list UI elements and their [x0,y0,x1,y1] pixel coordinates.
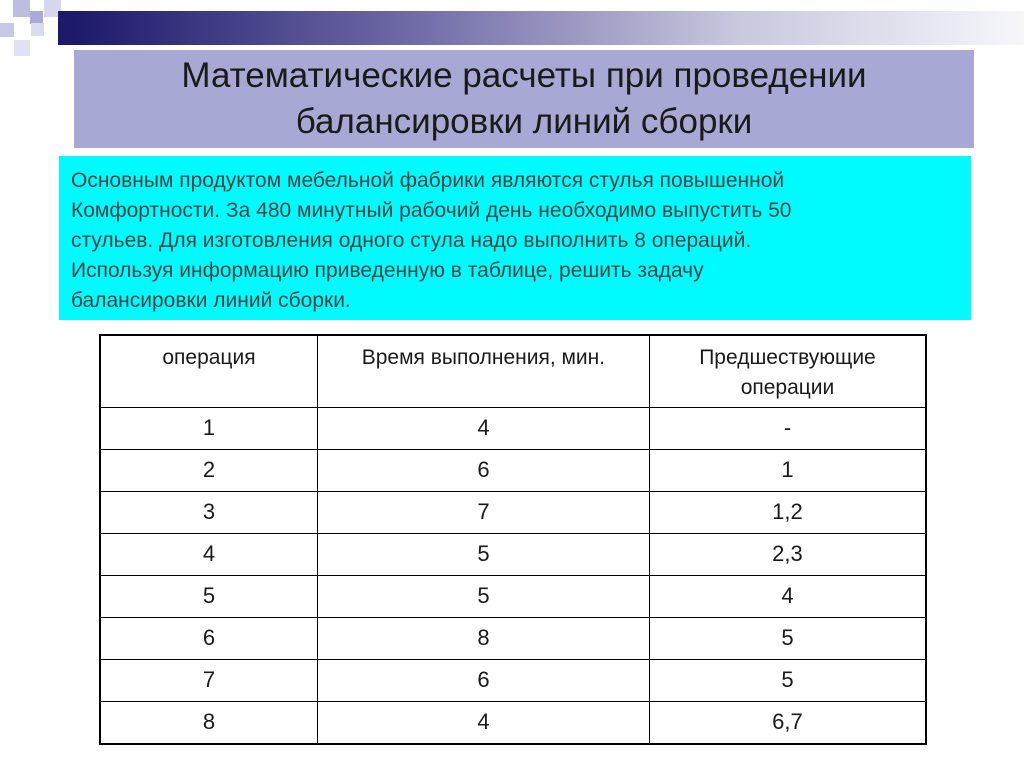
cell-predecessors: 1 [649,449,926,491]
header-predecessors-line-1: Предшествующие [699,346,876,369]
header-predecessors [649,335,926,407]
table-row [100,575,926,617]
cell-time: 7 [317,491,649,533]
title-line-2: балансировки линий сборки [295,102,753,141]
cell-time: 4 [317,407,649,449]
cell-predecessors: - [649,407,926,449]
header-gradient-bar [75,11,1024,45]
table-row [100,533,926,575]
cell-time: 4 [317,701,649,744]
task-line: Основным продуктом мебельной фабрики являются стулья повышенной [71,169,785,192]
cell-time: 8 [317,617,649,659]
title-line-1: Математические расчеты при проведении [181,56,867,95]
task-line: балансировки линий сборки. [71,289,351,312]
cell-predecessors: 2,3 [649,533,926,575]
task-line: Комфортности. За 480 минутный рабочий день необходимо выпустить 50 [71,199,792,222]
cell-operation: 5 [100,575,317,617]
cell-operation: 8 [100,701,317,744]
cell-operation: 3 [100,491,317,533]
cell-predecessors: 5 [649,617,926,659]
cell-time: 6 [317,659,649,701]
decor-navy-block [58,11,75,45]
header-predecessors-line-2: операции [740,376,835,399]
cell-operation: 1 [100,407,317,449]
header-operation: операция [100,335,317,407]
table-header-row [100,335,926,407]
operations-table [99,334,927,745]
table-row [100,659,926,701]
table-row [100,617,926,659]
cell-time: 6 [317,449,649,491]
task-statement-box [59,156,971,320]
decor-square [0,23,14,37]
cell-operation: 6 [100,617,317,659]
cell-predecessors: 5 [649,659,926,701]
cell-time: 5 [317,575,649,617]
cell-predecessors: 4 [649,575,926,617]
decor-square [31,23,44,36]
table-row [100,449,926,491]
table-row [100,491,926,533]
cell-predecessors: 6,7 [649,701,926,744]
task-line: Используя информацию приведенную в таблице, решить задачу [71,259,704,282]
task-statement-text [71,166,957,316]
task-line: стульев. Для изготовления одного стула надо выполнить 8 операций. [71,229,752,252]
cell-operation: 7 [100,659,317,701]
decor-square [13,0,30,17]
cell-predecessors: 1,2 [649,491,926,533]
header-time: Время выполнения, мин. [317,335,649,407]
cell-operation: 4 [100,533,317,575]
table-row [100,701,926,744]
cell-operation: 2 [100,449,317,491]
table-row [100,407,926,449]
decor-square [14,40,30,56]
slide-title [74,50,974,148]
cell-time: 5 [317,533,649,575]
